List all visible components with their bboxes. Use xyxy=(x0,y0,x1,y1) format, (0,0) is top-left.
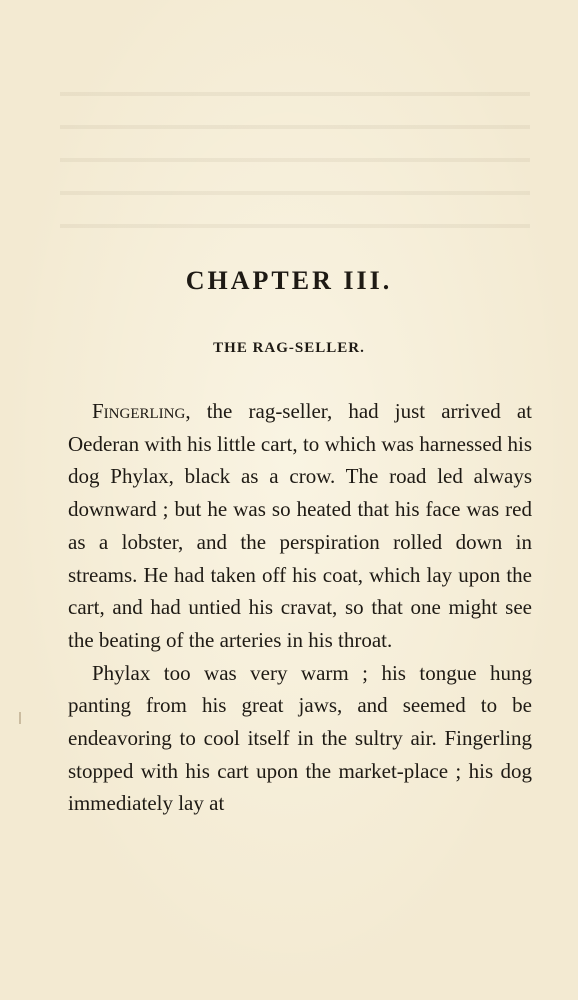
margin-mark xyxy=(19,712,21,724)
body-text xyxy=(68,395,532,820)
paragraph-1 xyxy=(68,395,532,657)
paragraph-1-text: , the rag-seller, had just arrived at Oederan with his little cart, to which was harnessed his dog Phylax, black as a crow. The road led always downward ; but he was so heated that his face was red as a lobster, and the perspiration rolled down in streams. He had taken off his coat, which lay upon the cart, and had untied his cravat, so that one might see the beating of the arteries in his throat. xyxy=(68,399,532,652)
chapter-title: CHAPTER III. xyxy=(185,266,393,295)
lead-word: Fingerling xyxy=(92,399,186,423)
chapter-subtitle: THE RAG-SELLER. xyxy=(213,340,365,356)
paragraph-2 xyxy=(68,657,532,821)
bleed-through-text xyxy=(60,70,530,240)
paragraph-2-text: Phylax too was very warm ; his tongue hung panting from his great jaws, and seemed to be endeavoring to cool itself in the sultry air. Fingerling stopped with his cart upon the market-place ; his dog immediately lay at xyxy=(68,660,532,816)
